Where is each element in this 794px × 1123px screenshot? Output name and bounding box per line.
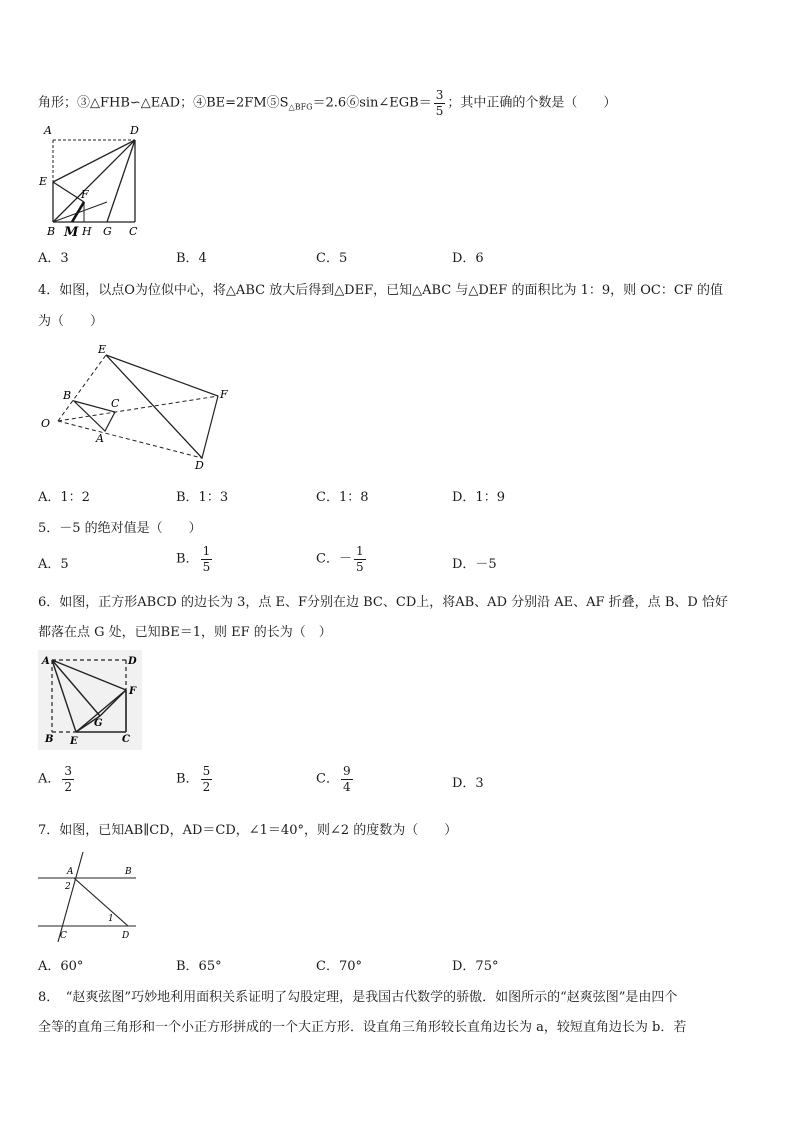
q8-stem-line1: 8． “赵爽弦图”巧妙地利用面积关系证明了勾股定理，是我国古代数学的骄傲．如图所示的“赵爽弦图”是由四个 — [38, 990, 678, 1005]
q5-option-a[interactable]: A．5 — [38, 557, 69, 572]
q7-label-c: C — [60, 931, 67, 941]
q5-option-b[interactable] — [176, 545, 214, 573]
q6-label-f: F — [129, 686, 137, 697]
q4-label-c: C — [111, 397, 120, 410]
q5-option-c-prefix: C．－ — [316, 551, 352, 567]
q6-option-a[interactable] — [38, 765, 76, 793]
q4-label-a: A — [96, 432, 104, 445]
q5-option-c[interactable] — [316, 545, 368, 573]
q4-label-e: E — [98, 343, 107, 356]
fraction-numerator: 5 — [202, 764, 211, 778]
q3-label-c: C — [129, 225, 138, 238]
q3-text-b: ＝2.6⑥sin∠EGB＝ — [312, 95, 432, 111]
fraction-denominator: 2 — [202, 779, 211, 794]
fraction-denominator: 5 — [355, 559, 364, 574]
q6-stem-line1: 6．如图，正方形ABCD 的边长为 3，点 E、F分别在边 BC、CD上，将AB、AD 分别沿 AE、AF 折叠，点 B、D 恰好 — [38, 595, 728, 610]
q6-label-d: D — [128, 656, 137, 667]
q7-stem: 7．如图，已知AB∥CD，AD＝CD，∠1＝40°，则∠2 的度数为（ ） — [38, 823, 458, 838]
q3-label-g: G — [103, 225, 112, 238]
q3-figure — [34, 122, 144, 240]
q6-label-a: A — [42, 656, 50, 667]
q3-fraction — [434, 89, 446, 117]
fraction-numerator: 3 — [435, 88, 444, 102]
q3-label-b: B — [47, 225, 56, 238]
q6-option-b-prefix: B． — [176, 771, 199, 787]
fraction-numerator: 1 — [202, 544, 211, 558]
q5-stem: 5．－5 的绝对值是（ ） — [38, 521, 202, 536]
q6-option-c-fraction — [341, 765, 353, 793]
q6-option-d[interactable]: D．3 — [452, 776, 484, 791]
fraction-numerator: 1 — [355, 544, 364, 558]
q6-label-e: E — [70, 736, 78, 747]
q3-label-h: H — [82, 225, 92, 238]
q6-label-g: G — [94, 718, 103, 729]
q3-label-m: M — [64, 225, 79, 240]
q7-label-a: A — [67, 867, 74, 877]
q7-label-b: B — [125, 867, 132, 877]
q8-stem-line2: 全等的直角三角形和一个小正方形拼成的一个大正方形．设直角三角形较长直角边长为 a，较短直角边长为 b．若 — [38, 1020, 687, 1035]
q5-option-b-fraction — [201, 545, 213, 573]
q3-text-c: ；其中正确的个数是（ ） — [447, 95, 617, 111]
q6-option-a-prefix: A． — [38, 771, 61, 787]
q7-label-d: D — [122, 931, 130, 941]
q4-label-o: O — [41, 417, 51, 430]
q5-option-c-fraction — [354, 545, 366, 573]
q6-option-a-fraction — [62, 765, 74, 793]
q4-figure — [36, 343, 236, 475]
q3-option-d[interactable]: D．6 — [452, 251, 484, 266]
q4-option-a[interactable]: A．1：2 — [38, 490, 90, 505]
q7-option-c[interactable]: C．70° — [316, 959, 362, 974]
q6-option-c[interactable] — [316, 765, 355, 793]
q7-option-a[interactable]: A．60° — [38, 959, 84, 974]
q7-figure — [36, 848, 176, 944]
q7-option-d[interactable]: D．75° — [452, 959, 499, 974]
q4-option-d[interactable]: D．1：9 — [452, 490, 505, 505]
q6-label-c: C — [122, 734, 130, 745]
q6-option-c-prefix: C． — [316, 771, 339, 787]
q5-option-b-prefix: B． — [176, 551, 199, 567]
q4-stem-line1: 4．如图，以点O为位似中心，将△ABC 放大后得到△DEF，已知△ABC 与△DEF 的面积比为 1：9，则 OC：CF 的值 — [38, 283, 723, 298]
q3-line1 — [38, 89, 616, 117]
q6-label-b: B — [45, 734, 54, 745]
fraction-denominator: 4 — [342, 779, 351, 794]
q7-label-2: 2 — [65, 882, 71, 892]
q3-option-a[interactable]: A．3 — [38, 251, 69, 266]
fraction-denominator: 5 — [435, 103, 444, 118]
fraction-numerator: 3 — [64, 764, 73, 778]
fraction-denominator: 2 — [64, 779, 73, 794]
q3-label-e: E — [39, 175, 48, 188]
q3-label-f: F — [81, 188, 89, 201]
q3-option-b[interactable]: B．4 — [176, 251, 207, 266]
q6-stem-line2: 都落在点 G 处，已知BE＝1，则 EF 的长为（ ） — [38, 625, 332, 640]
q7-option-b[interactable]: B．65° — [176, 959, 222, 974]
q3-option-c[interactable]: C．5 — [316, 251, 348, 266]
q4-stem-line2: 为（ ） — [38, 314, 104, 329]
q4-label-b: B — [63, 389, 72, 402]
q4-option-c[interactable]: C．1：8 — [316, 490, 369, 505]
fraction-denominator: 5 — [202, 559, 211, 574]
q3-label-d: D — [130, 124, 139, 137]
q4-option-b[interactable]: B．1：3 — [176, 490, 229, 505]
q4-label-d: D — [195, 459, 204, 472]
q3-text-a: 角形；③△FHB∽△EAD；④BE=2FM⑤S — [38, 95, 289, 111]
q3-area-subscript: △BFG — [288, 102, 313, 112]
q5-option-d[interactable]: D．－5 — [452, 557, 497, 572]
q6-figure — [38, 650, 142, 750]
q4-label-f: F — [220, 388, 228, 401]
fraction-numerator: 9 — [342, 764, 351, 778]
q3-label-a: A — [44, 124, 52, 137]
q6-option-b-fraction — [201, 765, 213, 793]
q6-option-b[interactable] — [176, 765, 214, 793]
q7-label-1: 1 — [108, 914, 114, 924]
